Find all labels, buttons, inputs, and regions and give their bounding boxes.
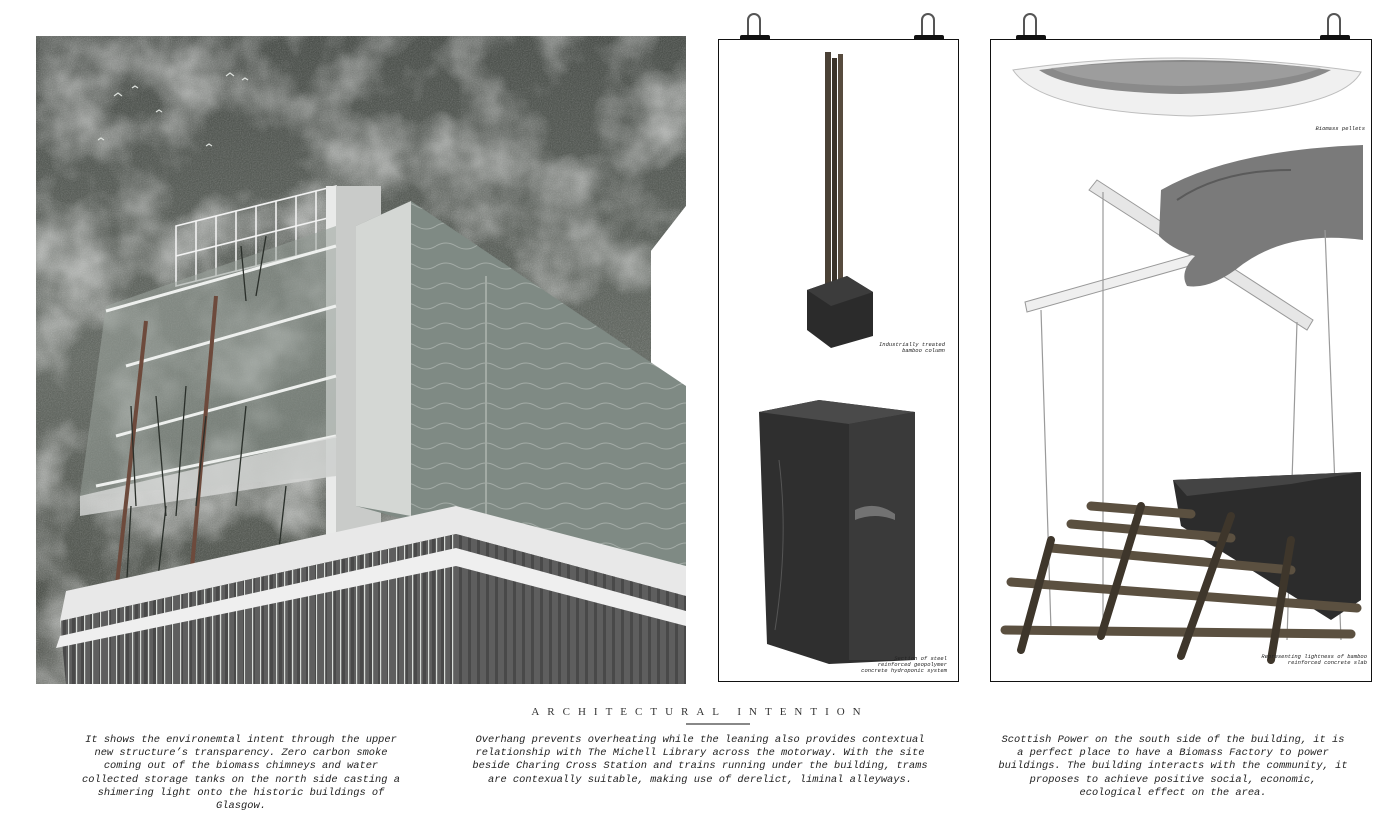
bamboo-column-caption: Industrially treated bamboo column: [878, 341, 945, 354]
biomass-pellets-bowl: [1013, 58, 1361, 116]
model-photos-image: [991, 40, 1373, 683]
architectural-rendering: [36, 36, 686, 684]
biomass-factory-paragraph: Scottish Power on the south side of the building, it is a perfect place to have a Biomass Factory to power buildings. The building interacts with the community, it proposes to achieve positive social, economic, ecological effect on the area.: [998, 734, 1348, 799]
material-samples-image: [719, 40, 960, 683]
concrete-section-model: [759, 400, 915, 664]
bamboo-slab-model: [1005, 472, 1361, 660]
section-title: ARCHITECTURAL INTENTION: [531, 706, 869, 718]
material-board-middle: [718, 39, 959, 682]
slab-model-caption: Representing lightness of bamboo reinforced concrete slab: [1261, 653, 1367, 666]
title-underline: [686, 723, 750, 725]
overhang-paragraph: Overhang prevents overheating while the leaning also provides contextual relationship with The Michell Library across the motorway. With the site beside Charing Cross Station and trains running under the building, trams are contexually suitable, making use of derelict, liminal alleyways.: [472, 734, 928, 786]
biomass-pellets-caption: Biomass pellets: [1315, 125, 1365, 132]
environmental-intent-paragraph: It shows the environemtal intent through the upper new structure’s transparency. Zero carbon smoke coming out of the biomass chimneys and water collected storage tanks on the north side casting a shimering light onto the historic buildings of Glasgow.: [81, 734, 400, 813]
bamboo-column-model: [807, 52, 873, 348]
concrete-section-caption: Section of steel reinforced geopolymer concrete hydroponic system: [861, 655, 947, 674]
material-board-right: [990, 39, 1372, 682]
building-render-image: [36, 36, 686, 684]
